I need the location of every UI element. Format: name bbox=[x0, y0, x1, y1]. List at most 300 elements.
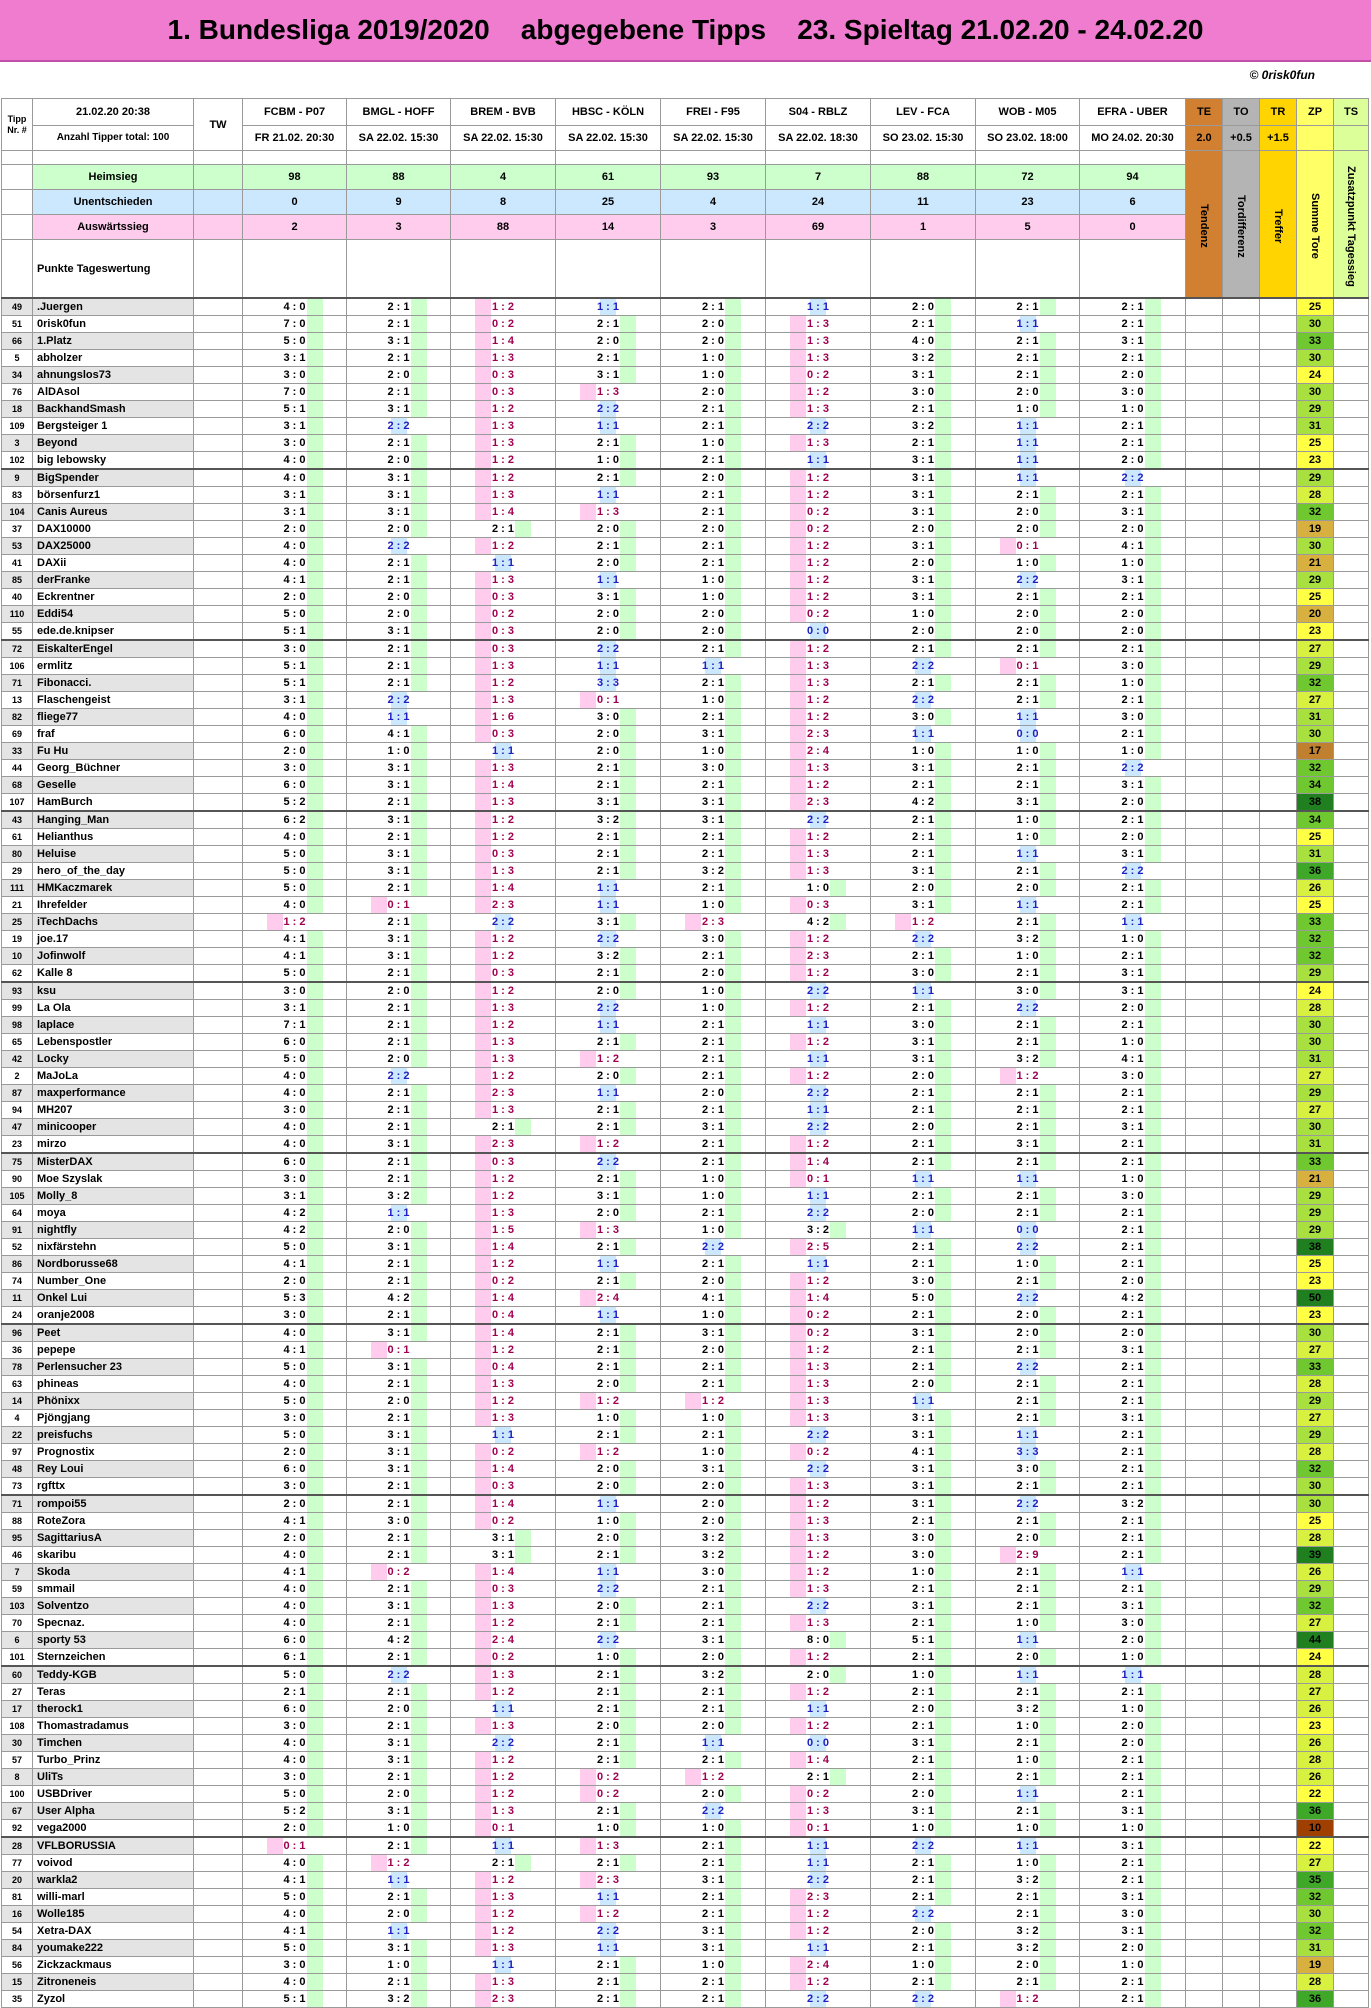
tip-value: 2 : 0 bbox=[387, 591, 410, 603]
zp-value: 28 bbox=[1297, 1000, 1334, 1017]
tip-value: 1 : 1 bbox=[596, 1566, 619, 1578]
tip-value: 4 : 0 bbox=[283, 1378, 306, 1390]
tip-cell bbox=[976, 1718, 1080, 1735]
tip-value: 2 : 0 bbox=[701, 523, 724, 535]
tip-value: 2 : 0 bbox=[596, 608, 619, 620]
tip-value: 2 : 3 bbox=[491, 1138, 514, 1150]
tipper-name: maxperformance bbox=[33, 1085, 194, 1102]
tip-cell bbox=[766, 333, 871, 350]
tip-cell bbox=[766, 692, 871, 709]
tip-value: 2 : 1 bbox=[701, 882, 724, 894]
zp-value: 25 bbox=[1297, 1513, 1334, 1530]
tip-cell bbox=[1080, 658, 1186, 675]
tip-value: 3 : 0 bbox=[283, 437, 306, 449]
tip-cell bbox=[243, 1136, 347, 1154]
tip-cell bbox=[766, 1615, 871, 1632]
tip-cell bbox=[661, 1735, 766, 1752]
tip-value: 2 : 0 bbox=[1016, 608, 1039, 620]
tip-value: 2 : 0 bbox=[1121, 1942, 1144, 1954]
tip-cell bbox=[556, 1359, 661, 1376]
tip-value: 1 : 2 bbox=[806, 1036, 829, 1048]
table-row bbox=[2, 1376, 1369, 1393]
tip-value: 1 : 0 bbox=[1016, 1857, 1039, 1869]
tipper-name: phineas bbox=[33, 1376, 194, 1393]
tip-value: 3 : 1 bbox=[283, 506, 306, 518]
tip-cell bbox=[1080, 401, 1186, 418]
tip-value: 1 : 0 bbox=[806, 882, 829, 894]
tip-cell bbox=[243, 606, 347, 623]
zp-value: 32 bbox=[1297, 1923, 1334, 1940]
tip-cell bbox=[451, 1410, 556, 1427]
tip-value: 1 : 5 bbox=[491, 1224, 514, 1236]
zp-value: 28 bbox=[1297, 1752, 1334, 1769]
tip-cell bbox=[556, 504, 661, 521]
tip-value: 1 : 2 bbox=[806, 1908, 829, 1920]
tip-value: 2 : 1 bbox=[701, 454, 724, 466]
tipp-nr: 88 bbox=[2, 1513, 33, 1530]
tip-cell bbox=[243, 743, 347, 760]
tip-cell bbox=[556, 1461, 661, 1478]
tip-value: 5 : 0 bbox=[283, 1053, 306, 1065]
tip-value: 1 : 3 bbox=[491, 694, 514, 706]
tip-value: 0 : 3 bbox=[491, 848, 514, 860]
tip-cell bbox=[451, 1872, 556, 1889]
table-row bbox=[2, 521, 1369, 538]
tip-cell bbox=[766, 435, 871, 452]
tipp-nr: 108 bbox=[2, 1718, 33, 1735]
zp-value: 32 bbox=[1297, 1461, 1334, 1478]
tip-value: 5 : 1 bbox=[283, 660, 306, 672]
copyright-credit: © 0risk0fun bbox=[1249, 68, 1315, 82]
tip-cell bbox=[347, 1872, 451, 1889]
tip-value: 2 : 1 bbox=[1121, 1104, 1144, 1116]
tip-value: 3 : 1 bbox=[283, 1190, 306, 1202]
tip-value: 2 : 1 bbox=[1121, 1771, 1144, 1783]
tip-cell bbox=[661, 452, 766, 470]
tip-cell bbox=[243, 863, 347, 880]
tip-value: 1 : 0 bbox=[911, 1566, 934, 1578]
tip-value: 0 : 4 bbox=[491, 1309, 514, 1321]
tip-cell bbox=[766, 350, 871, 367]
tip-cell bbox=[1080, 982, 1186, 1000]
tipper-name: SagittariusA bbox=[33, 1530, 194, 1547]
tip-value: 2 : 1 bbox=[387, 1156, 410, 1168]
tipper-name: Ihrefelder bbox=[33, 897, 194, 914]
tipper-name: Fibonacci. bbox=[33, 675, 194, 692]
zp-value: 30 bbox=[1297, 1906, 1334, 1923]
tip-value: 2 : 0 bbox=[1121, 625, 1144, 637]
tip-cell bbox=[661, 1085, 766, 1102]
zp-value: 29 bbox=[1297, 1427, 1334, 1444]
tip-value: 1 : 3 bbox=[491, 1412, 514, 1424]
tipper-name: UliTs bbox=[33, 1769, 194, 1786]
tipp-nr: 104 bbox=[2, 504, 33, 521]
tipp-nr: 74 bbox=[2, 1273, 33, 1290]
tip-value: 3 : 1 bbox=[1121, 985, 1144, 997]
tip-value: 1 : 2 bbox=[491, 1874, 514, 1886]
tip-value: 1 : 2 bbox=[491, 1686, 514, 1698]
tip-value: 1 : 1 bbox=[596, 1087, 619, 1099]
table-row bbox=[2, 1598, 1369, 1615]
tip-cell bbox=[1080, 948, 1186, 965]
tip-cell bbox=[976, 1136, 1080, 1154]
tip-cell bbox=[556, 1837, 661, 1855]
tip-cell bbox=[347, 1581, 451, 1598]
tip-cell bbox=[347, 1649, 451, 1667]
tip-cell bbox=[243, 640, 347, 658]
tip-cell bbox=[1080, 538, 1186, 555]
tip-value: 1 : 3 bbox=[491, 762, 514, 774]
tip-value: 2 : 0 bbox=[387, 1703, 410, 1715]
tip-value: 3 : 0 bbox=[701, 1566, 724, 1578]
tip-value: 0 : 3 bbox=[491, 728, 514, 740]
tipp-nr: 51 bbox=[2, 316, 33, 333]
tip-cell bbox=[661, 948, 766, 965]
tip-value: 1 : 0 bbox=[596, 1822, 619, 1834]
tip-cell bbox=[1080, 1889, 1186, 1906]
tip-cell bbox=[451, 1290, 556, 1307]
tip-cell bbox=[347, 1273, 451, 1290]
tip-cell bbox=[243, 1290, 347, 1307]
tip-value: 3 : 1 bbox=[596, 369, 619, 381]
tip-cell bbox=[451, 606, 556, 623]
zp-value: 27 bbox=[1297, 1410, 1334, 1427]
tip-cell bbox=[661, 350, 766, 367]
tipp-nr: 4 bbox=[2, 1410, 33, 1427]
tip-value: 5 : 1 bbox=[283, 677, 306, 689]
tip-cell bbox=[661, 1000, 766, 1017]
tip-value: 1 : 3 bbox=[806, 1378, 829, 1390]
tip-cell bbox=[556, 555, 661, 572]
tip-value: 2 : 1 bbox=[1121, 1241, 1144, 1253]
tip-cell bbox=[661, 1598, 766, 1615]
tip-cell bbox=[976, 658, 1080, 675]
tip-cell bbox=[347, 521, 451, 538]
tipper-count: Anzahl Tipper total: 100 bbox=[33, 126, 194, 151]
tip-cell bbox=[556, 846, 661, 863]
tip-cell bbox=[347, 777, 451, 794]
tip-cell bbox=[243, 1102, 347, 1119]
tip-value: 1 : 2 bbox=[491, 1754, 514, 1766]
tip-cell bbox=[976, 1359, 1080, 1376]
tip-value: 3 : 1 bbox=[387, 1241, 410, 1253]
tip-cell bbox=[347, 743, 451, 760]
tipper-name: skaribu bbox=[33, 1547, 194, 1564]
tip-cell bbox=[451, 811, 556, 829]
tipp-nr: 25 bbox=[2, 914, 33, 931]
tip-value: 1 : 2 bbox=[491, 1070, 514, 1082]
tip-cell bbox=[1080, 1017, 1186, 1034]
tip-cell bbox=[243, 1495, 347, 1513]
tip-cell bbox=[347, 1034, 451, 1051]
tip-value: 1 : 4 bbox=[806, 1292, 829, 1304]
tip-value: 4 : 0 bbox=[283, 1976, 306, 1988]
table-row bbox=[2, 880, 1369, 897]
tipp-nr: 82 bbox=[2, 709, 33, 726]
tip-value: 1 : 1 bbox=[806, 301, 829, 313]
tip-value: 2 : 0 bbox=[387, 1395, 410, 1407]
tip-cell bbox=[976, 1547, 1080, 1564]
table-row bbox=[2, 1872, 1369, 1889]
zp-value: 28 bbox=[1297, 487, 1334, 504]
table-row bbox=[2, 692, 1369, 709]
tip-cell bbox=[556, 435, 661, 452]
stat-away: 88 bbox=[451, 215, 556, 240]
tip-cell bbox=[1080, 1273, 1186, 1290]
tip-value: 2 : 2 bbox=[911, 1993, 934, 2005]
tipper-name: nixfärstehn bbox=[33, 1239, 194, 1256]
tip-cell bbox=[766, 401, 871, 418]
tip-value: 1 : 0 bbox=[701, 369, 724, 381]
zp-value: 27 bbox=[1297, 640, 1334, 658]
tip-value: 1 : 1 bbox=[596, 882, 619, 894]
tip-value: 2 : 1 bbox=[596, 831, 619, 843]
tipper-name: Nordborusse68 bbox=[33, 1256, 194, 1273]
tip-cell bbox=[451, 1564, 556, 1581]
tip-cell bbox=[451, 1478, 556, 1496]
zp-value: 36 bbox=[1297, 1803, 1334, 1820]
tip-cell bbox=[661, 1068, 766, 1085]
tip-value: 2 : 1 bbox=[701, 1053, 724, 1065]
tip-cell bbox=[347, 623, 451, 641]
tipper-name: DAX10000 bbox=[33, 521, 194, 538]
tip-cell bbox=[347, 538, 451, 555]
tip-cell bbox=[661, 316, 766, 333]
tip-value: 3 : 2 bbox=[387, 1190, 410, 1202]
tip-cell bbox=[1080, 589, 1186, 606]
tip-cell bbox=[243, 846, 347, 863]
tip-value: 2 : 3 bbox=[806, 728, 829, 740]
tip-value: 2 : 1 bbox=[1016, 643, 1039, 655]
tip-value: 4 : 2 bbox=[806, 916, 829, 928]
tip-value: 2 : 9 bbox=[1016, 1549, 1039, 1561]
tip-value: 0 : 3 bbox=[491, 643, 514, 655]
tip-value: 5 : 0 bbox=[283, 1669, 306, 1681]
tip-cell bbox=[243, 572, 347, 589]
tipp-nr: 20 bbox=[2, 1872, 33, 1889]
tipper-name: Wolle185 bbox=[33, 1906, 194, 1923]
tip-cell bbox=[451, 1376, 556, 1393]
stats-label-away: Auswärtssieg bbox=[33, 215, 194, 240]
tipper-name: Flaschengeist bbox=[33, 692, 194, 709]
tip-value: 2 : 0 bbox=[596, 1207, 619, 1219]
stat-away: 0 bbox=[1080, 215, 1186, 240]
tip-cell bbox=[243, 1837, 347, 1855]
tip-cell bbox=[347, 1444, 451, 1461]
tip-value: 1 : 1 bbox=[1016, 454, 1039, 466]
tip-value: 2 : 1 bbox=[1016, 1600, 1039, 1612]
tip-value: 1 : 1 bbox=[387, 711, 410, 723]
tip-value: 1 : 2 bbox=[1016, 1070, 1039, 1082]
tip-cell bbox=[451, 965, 556, 983]
tip-cell bbox=[243, 760, 347, 777]
tip-value: 1 : 0 bbox=[1121, 1651, 1144, 1663]
tip-cell bbox=[766, 1632, 871, 1649]
tip-value: 6 : 0 bbox=[283, 1156, 306, 1168]
table-row bbox=[2, 1666, 1369, 1684]
tip-value: 2 : 0 bbox=[806, 1669, 829, 1681]
tip-cell bbox=[871, 1290, 976, 1307]
tip-value: 1 : 2 bbox=[806, 1138, 829, 1150]
tip-value: 1 : 3 bbox=[806, 762, 829, 774]
tip-cell bbox=[976, 675, 1080, 692]
tip-cell bbox=[766, 1684, 871, 1701]
tip-cell bbox=[661, 1837, 766, 1855]
zp-value: 28 bbox=[1297, 1530, 1334, 1547]
tip-cell bbox=[871, 1803, 976, 1820]
tip-value: 2 : 0 bbox=[1121, 1634, 1144, 1646]
tip-cell bbox=[766, 1735, 871, 1752]
tip-cell bbox=[976, 1632, 1080, 1649]
tip-value: 1 : 1 bbox=[491, 1429, 514, 1441]
tip-cell bbox=[451, 1735, 556, 1752]
tip-value: 2 : 0 bbox=[387, 1224, 410, 1236]
tip-cell bbox=[556, 1889, 661, 1906]
tip-cell bbox=[1080, 435, 1186, 452]
tip-value: 0 : 1 bbox=[1016, 660, 1039, 672]
tip-cell bbox=[976, 1119, 1080, 1136]
tip-value: 1 : 1 bbox=[1121, 1669, 1144, 1681]
tip-value: 2 : 1 bbox=[596, 1549, 619, 1561]
tip-cell bbox=[871, 658, 976, 675]
tip-value: 2 : 1 bbox=[596, 1703, 619, 1715]
ts-header: TS bbox=[1334, 99, 1369, 126]
tip-value: 1 : 1 bbox=[806, 1840, 829, 1852]
tip-cell bbox=[556, 1239, 661, 1256]
tip-cell bbox=[1080, 1615, 1186, 1632]
tip-value: 3 : 1 bbox=[387, 933, 410, 945]
tip-value: 2 : 0 bbox=[596, 1532, 619, 1544]
tip-cell bbox=[556, 1906, 661, 1923]
tip-value: 1 : 0 bbox=[701, 1959, 724, 1971]
tip-value: 3 : 1 bbox=[701, 1121, 724, 1133]
tipp-nr: 71 bbox=[2, 675, 33, 692]
tipp-nr: 76 bbox=[2, 384, 33, 401]
zp-value: 17 bbox=[1297, 743, 1334, 760]
tip-value: 1 : 1 bbox=[1016, 437, 1039, 449]
tip-value: 0 : 2 bbox=[491, 608, 514, 620]
tip-cell bbox=[347, 1991, 451, 2008]
tip-cell bbox=[451, 1855, 556, 1872]
zp-value: 38 bbox=[1297, 794, 1334, 812]
tipp-nr: 62 bbox=[2, 965, 33, 983]
tip-cell bbox=[976, 1017, 1080, 1034]
tip-value: 1 : 2 bbox=[806, 1344, 829, 1356]
tip-value: 1 : 0 bbox=[1016, 1822, 1039, 1834]
tip-cell bbox=[871, 606, 976, 623]
tip-cell bbox=[871, 1581, 976, 1598]
tipp-nr: 68 bbox=[2, 777, 33, 794]
tip-cell bbox=[451, 1188, 556, 1205]
table-row bbox=[2, 452, 1369, 470]
tip-value: 2 : 1 bbox=[1016, 779, 1039, 791]
tipp-nr: 53 bbox=[2, 538, 33, 555]
tip-cell bbox=[451, 760, 556, 777]
tip-value: 2 : 4 bbox=[596, 1292, 619, 1304]
tip-value: 1 : 0 bbox=[596, 1412, 619, 1424]
table-row bbox=[2, 1256, 1369, 1273]
tip-cell bbox=[243, 1803, 347, 1820]
table-row bbox=[2, 1632, 1369, 1649]
tip-value: 3 : 0 bbox=[701, 933, 724, 945]
tip-value: 2 : 1 bbox=[1016, 762, 1039, 774]
stat-away: 2 bbox=[243, 215, 347, 240]
table-row bbox=[2, 1820, 1369, 1838]
tip-cell bbox=[451, 743, 556, 760]
tip-cell bbox=[1080, 777, 1186, 794]
zp-value: 25 bbox=[1297, 298, 1334, 316]
tip-cell bbox=[243, 521, 347, 538]
tip-value: 1 : 3 bbox=[491, 352, 514, 364]
tipper-name: Xetra-DAX bbox=[33, 1923, 194, 1940]
tip-value: 2 : 1 bbox=[1016, 1891, 1039, 1903]
tip-cell bbox=[1080, 1478, 1186, 1496]
stat-away: 3 bbox=[347, 215, 451, 240]
tip-cell bbox=[243, 1940, 347, 1957]
table-row bbox=[2, 1837, 1369, 1855]
tip-cell bbox=[451, 418, 556, 435]
zp-value: 29 bbox=[1297, 1188, 1334, 1205]
table-row bbox=[2, 1307, 1369, 1325]
tip-value: 2 : 1 bbox=[911, 643, 934, 655]
tip-value: 1 : 3 bbox=[491, 1805, 514, 1817]
tip-cell bbox=[1080, 487, 1186, 504]
tip-cell bbox=[347, 1239, 451, 1256]
tip-cell bbox=[243, 794, 347, 812]
tip-cell bbox=[556, 418, 661, 435]
tip-cell bbox=[347, 1803, 451, 1820]
zp-value: 33 bbox=[1297, 914, 1334, 931]
tw-header: TW bbox=[194, 99, 243, 151]
tip-value: 1 : 0 bbox=[1121, 557, 1144, 569]
table-row bbox=[2, 726, 1369, 743]
tip-cell bbox=[347, 1632, 451, 1649]
tip-value: 2 : 3 bbox=[701, 916, 724, 928]
zp-value: 25 bbox=[1297, 589, 1334, 606]
tipper-name: Prognostix bbox=[33, 1444, 194, 1461]
tip-value: 3 : 1 bbox=[1121, 1600, 1144, 1612]
tipper-name: MH207 bbox=[33, 1102, 194, 1119]
tip-value: 2 : 3 bbox=[491, 1993, 514, 2005]
tip-cell bbox=[556, 1427, 661, 1444]
tip-value: 6 : 2 bbox=[283, 814, 306, 826]
tip-cell bbox=[347, 589, 451, 606]
tip-value: 2 : 2 bbox=[387, 1070, 410, 1082]
tip-value: 1 : 2 bbox=[596, 1395, 619, 1407]
tip-cell bbox=[347, 948, 451, 965]
tip-value: 2 : 1 bbox=[387, 796, 410, 808]
tip-cell bbox=[661, 1889, 766, 1906]
table-row bbox=[2, 1085, 1369, 1102]
tip-value: 5 : 0 bbox=[283, 848, 306, 860]
tipper-name: Thomastradamus bbox=[33, 1718, 194, 1735]
tipp-nr: 64 bbox=[2, 1205, 33, 1222]
tip-cell bbox=[243, 1359, 347, 1376]
tipp-nr: 99 bbox=[2, 1000, 33, 1017]
tip-cell bbox=[243, 469, 347, 487]
table-row bbox=[2, 743, 1369, 760]
stat-draw: 25 bbox=[556, 190, 661, 215]
tip-cell bbox=[976, 1273, 1080, 1290]
tip-value: 2 : 0 bbox=[701, 1087, 724, 1099]
tip-value: 2 : 1 bbox=[1121, 1019, 1144, 1031]
tip-value: 2 : 1 bbox=[911, 1651, 934, 1663]
tip-cell bbox=[661, 1855, 766, 1872]
tip-cell bbox=[661, 897, 766, 914]
table-row bbox=[2, 675, 1369, 692]
tip-cell bbox=[766, 1171, 871, 1188]
tip-cell bbox=[871, 760, 976, 777]
